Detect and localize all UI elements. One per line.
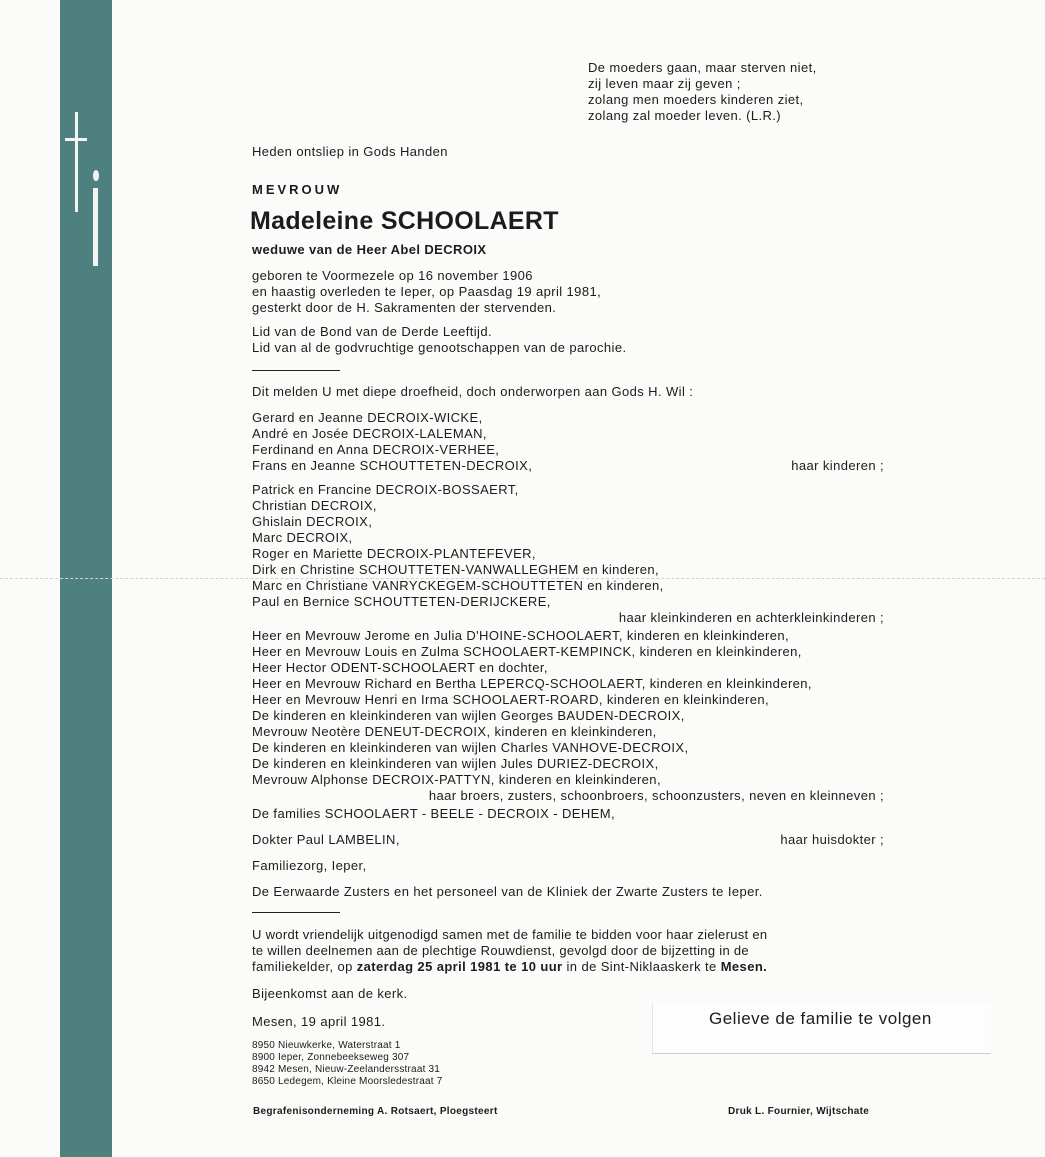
doctor-relation: haar huisdokter ;: [780, 832, 884, 847]
bio: [252, 268, 601, 316]
grandchild-line: Roger en Mariette DECROIX-PLANTEFEVER,: [252, 546, 536, 561]
honorific: MEVROUW: [252, 182, 343, 197]
sibling-line: Mevrouw Alphonse DECROIX-PATTYN, kinderen en kleinkinderen,: [252, 772, 661, 787]
invitation-text: familiekelder, op: [252, 959, 357, 974]
gathering: Bijeenkomst aan de kerk.: [252, 986, 408, 1001]
ceremony-date: zaterdag 25 april 1981 te 10 uur: [356, 959, 563, 974]
invitation: [252, 927, 884, 975]
doctor-block: [252, 832, 884, 848]
child-row-last: [252, 458, 884, 474]
candle-flame-icon: [93, 170, 99, 181]
child-line: Gerard en Jeanne DECROIX-WICKE,: [252, 410, 483, 425]
poem-line: zij leven maar zij geven ;: [588, 76, 741, 91]
address-line: 8650 Ledegem, Kleine Moorsledestraat 7: [252, 1076, 443, 1087]
care: Familiezorg, Ieper,: [252, 858, 367, 873]
child-line: Ferdinand en Anna DECROIX-VERHEE,: [252, 442, 500, 457]
memberships: [252, 324, 626, 356]
sibling-line: De kinderen en kleinkinderen van wijlen Georges BAUDEN-DECROIX,: [252, 708, 685, 723]
children-block: [252, 410, 884, 474]
grandchildren-block: [252, 482, 884, 626]
divider: [252, 370, 340, 371]
deceased-name: Madeleine SCHOOLAERT: [250, 207, 559, 235]
poem-line: De moeders gaan, maar sterven niet,: [588, 60, 817, 75]
membership-line: Lid van al de godvruchtige genootschappen van de parochie.: [252, 340, 627, 355]
grandchild-line: Marc DECROIX,: [252, 530, 353, 545]
sibling-line: Mevrouw Neotère DENEUT-DECROIX, kinderen en kleinkinderen,: [252, 724, 657, 739]
funeral-home: Begrafenisonderneming A. Rotsaert, Ploegsteert: [253, 1106, 498, 1117]
sibling-line: Heer Hector ODENT-SCHOOLAERT en dochter,: [252, 660, 548, 675]
bio-line: en haastig overleden te Ieper, op Paasdag 19 april 1981,: [252, 284, 602, 299]
grandchild-line: Ghislain DECROIX,: [252, 514, 373, 529]
grandchild-line: Marc en Christiane VANRYCKEGEM-SCHOUTTETEN en kinderen,: [252, 578, 664, 593]
candle-icon: [93, 188, 98, 266]
address-line: 8942 Mesen, Nieuw-Zeelandersstraat 31: [252, 1064, 441, 1075]
child-line: André en Josée DECROIX-LALEMAN,: [252, 426, 487, 441]
follow-family-label: [652, 1003, 991, 1054]
sibling-line: Heer en Mevrouw Richard en Bertha LEPERCQ-SCHOOLAERT, kinderen en kleinkinderen,: [252, 676, 812, 691]
follow-family-text: Gelieve de familie te volgen: [709, 1009, 932, 1028]
sibling-line: Heer en Mevrouw Louis en Zulma SCHOOLAERT-KEMPINCK, kinderen en kleinkinderen,: [252, 644, 802, 659]
siblings-block: [252, 628, 884, 804]
grandchild-line: Christian DECROIX,: [252, 498, 377, 513]
sibling-line: De kinderen en kleinkinderen van wijlen Jules DURIEZ-DECROIX,: [252, 756, 659, 771]
sibling-line: Heer en Mevrouw Jerome en Julia D'HOINE-SCHOOLAERT, kinderen en kleinkinderen,: [252, 628, 790, 643]
child-line: Frans en Jeanne SCHOUTTETEN-DECROIX,: [252, 458, 533, 473]
intro-text: Heden ontsliep in Gods Handen: [252, 144, 448, 159]
poem: [588, 60, 817, 124]
sibling-line: De kinderen en kleinkinderen van wijlen Charles VANHOVE-DECROIX,: [252, 740, 689, 755]
grandchild-line: Paul en Bernice SCHOUTTETEN-DERIJCKERE,: [252, 594, 551, 609]
children-relation: haar kinderen ;: [791, 458, 884, 473]
invitation-line: te willen deelnemen aan de plechtige Rouwdienst, gevolgd door de bijzetting in de: [252, 943, 749, 958]
place-date: Mesen, 19 april 1981.: [252, 1014, 386, 1029]
sisters: De Eerwaarde Zusters en het personeel van de Kliniek der Zwarte Zusters te Ieper.: [252, 884, 763, 899]
grandchild-line: Dirk en Christine SCHOUTTETEN-VANWALLEGHEM en kinderen,: [252, 562, 660, 577]
siblings-relation: haar broers, zusters, schoonbroers, schoonzusters, neven en kleinneven ;: [428, 788, 884, 803]
grandchild-line: Patrick en Francine DECROIX-BOSSAERT,: [252, 482, 519, 497]
poem-line: zolang zal moeder leven. (L.R.): [588, 108, 782, 123]
widow-of: weduwe van de Heer Abel DECROIX: [252, 242, 487, 257]
families: De families SCHOOLAERT - BEELE - DECROIX - DEHEM,: [252, 806, 615, 821]
bio-line: gesterkt door de H. Sakramenten der stervenden.: [252, 300, 557, 315]
address-line: 8950 Nieuwkerke, Waterstraat 1: [252, 1040, 401, 1051]
poem-line: zolang men moeders kinderen ziet,: [588, 92, 804, 107]
cross-icon: [75, 112, 78, 212]
bio-line: geboren te Voormezele op 16 november 1906: [252, 268, 533, 283]
announcement: Dit melden U met diepe droefheid, doch onderworpen aan Gods H. Wil :: [252, 384, 694, 399]
membership-line: Lid van de Bond van de Derde Leeftijd.: [252, 324, 492, 339]
invitation-text: in de Sint-Niklaaskerk te: [562, 959, 721, 974]
addresses: [252, 1040, 443, 1088]
address-line: 8900 Ieper, Zonnebeekseweg 307: [252, 1052, 410, 1063]
grandchildren-relation-row: [252, 610, 884, 626]
siblings-relation-row: [252, 788, 884, 804]
cross-icon-bar: [65, 138, 87, 141]
ceremony-place: Mesen.: [720, 959, 768, 974]
doctor-row: [252, 832, 884, 848]
printer: Druk L. Fournier, Wijtschate: [728, 1106, 870, 1117]
sibling-line: Heer en Mevrouw Henri en Irma SCHOOLAERT-ROARD, kinderen en kleinkinderen,: [252, 692, 770, 707]
divider: [252, 912, 340, 913]
grandchildren-relation: haar kleinkinderen en achterkleinkinderen ;: [618, 610, 884, 625]
doctor-name: Dokter Paul LAMBELIN,: [252, 832, 400, 847]
invitation-line: U wordt vriendelijk uitgenodigd samen met de familie te bidden voor haar zielerust en: [252, 927, 768, 942]
invitation-line-3: [252, 959, 884, 975]
